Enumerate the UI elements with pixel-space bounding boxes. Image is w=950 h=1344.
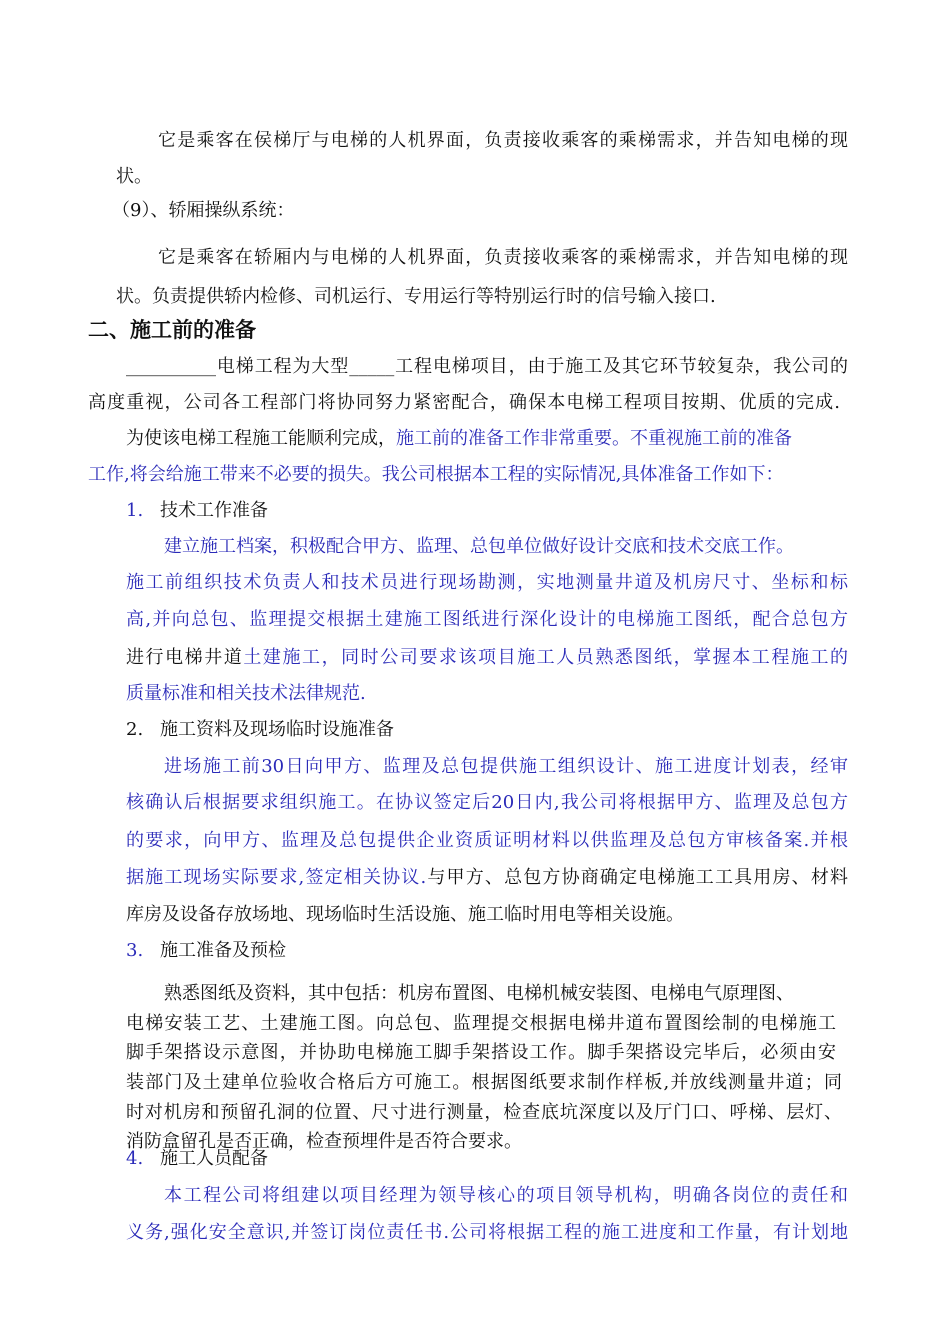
list-item-heading — [126, 1147, 268, 1171]
paragraph-line — [126, 866, 848, 890]
list-number: 4. — [126, 1148, 144, 1169]
list-number: 3. — [126, 940, 144, 961]
text-run-highlight: 施工前的准备工作非常重要。不重视施工前的准备 — [396, 428, 792, 449]
paragraph-line: 核确认后根据要求组织施工。在协议签定后20日内,我公司将根据甲方、监理及总包方 — [126, 792, 848, 813]
paragraph-line: 它是乘客在轿厢内与电梯的人机界面，负责接收乘客的乘梯需求，并告知电梯的现 — [158, 247, 848, 268]
list-item-heading — [126, 939, 286, 963]
text-run: 为使该电梯工程施工能顺利完成， — [126, 428, 396, 449]
paragraph-line: 进场施工前30日向甲方、监理及总包提供施工组织设计、施工进度计划表，经审 — [164, 756, 848, 777]
paragraph-line: 熟悉图纸及资料，其中包括：机房布置图、电梯机械安装图、电梯电气原理图、 — [164, 983, 794, 1004]
list-title: 技术工作准备 — [160, 500, 268, 521]
paragraph-line: 消防盒留孔是否正确，检查预埋件是否符合要求。 — [126, 1131, 522, 1152]
list-title: 施工准备及预检 — [160, 940, 286, 961]
section-heading: 二、施工前的准备 — [88, 318, 256, 342]
list-item-heading — [126, 718, 394, 742]
paragraph-line: 状。负责提供轿内检修、司机运行、专用运行等特别运行时的信号输入接口. — [116, 286, 716, 307]
paragraph-line: 它是乘客在侯梯厅与电梯的人机界面，负责接收乘客的乘梯需求，并告知电梯的现 — [158, 130, 848, 151]
paragraph-line: 库房及设备存放场地、现场临时生活设施、施工临时用电等相关设施。 — [126, 904, 684, 925]
paragraph-line — [126, 646, 848, 670]
paragraph-line: 装部门及土建单位验收合格后方可施工。根据图纸要求制作样板,并放线测量井道；同 — [126, 1072, 842, 1093]
paragraph-line: 电梯安装工艺、土建施工图。向总包、监理提交根据电梯井道布置图绘制的电梯施工 — [126, 1013, 836, 1034]
paragraph-line: 质量标准和相关技术法律规范. — [126, 683, 366, 704]
paragraph-line: 时对机房和预留孔洞的位置、尺寸进行测量，检查底坑深度以及厅门口、呼梯、层灯、 — [126, 1102, 842, 1123]
paragraph-line: 施工前组织技术负责人和技术员进行现场勘测，实地测量井道及机房尺寸、坐标和标 — [126, 572, 848, 593]
paragraph-line: __________电梯工程为大型_____工程电梯项目，由于施工及其它环节较复杂，我公司的 — [126, 356, 848, 377]
text-run-highlight: 土建施工，同时公司要求该项目施工人员熟悉图纸，掌握本工程施工的 — [243, 647, 849, 668]
list-number: 1. — [126, 500, 144, 521]
list-number: 2. — [126, 719, 144, 740]
text-run: 进行电梯井道 — [126, 647, 244, 668]
paragraph-line: 高度重视，公司各工程部门将协同努力紧密配合，确保本电梯工程项目按期、优质的完成. — [88, 392, 840, 413]
paragraph-line: 工作,将会给施工带来不必要的损失。我公司根据本工程的实际情况,具体准备工作如下： — [88, 464, 784, 485]
paragraph-line: 建立施工档案，积极配合甲方、监理、总包单位做好设计交底和技术交底工作。 — [164, 536, 794, 557]
paragraph-line: 脚手架搭设示意图，并协助电梯施工脚手架搭设工作。脚手架搭设完毕后，必须由安 — [126, 1042, 836, 1063]
text-run-highlight: 据施工现场实际要求,签定相关协议. — [126, 867, 427, 888]
paragraph-line: 本工程公司将组建以项目经理为领导核心的项目领导机构，明确各岗位的责任和 — [164, 1185, 848, 1206]
list-title: 施工人员配备 — [160, 1148, 268, 1169]
paragraph-line: 义务,强化安全意识,并签订岗位责任书.公司将根据工程的施工进度和工作量，有计划地 — [126, 1222, 848, 1243]
list-item-heading: （9）、轿厢操纵系统： — [112, 200, 295, 221]
paragraph-line — [126, 427, 792, 451]
paragraph-line: 状。 — [116, 166, 152, 187]
text-run: 与甲方、总包方协商确定电梯施工工具用房、材料 — [426, 867, 848, 888]
list-item-heading — [126, 499, 268, 523]
paragraph-line: 高,并向总包、监理提交根据土建施工图纸进行深化设计的电梯施工图纸，配合总包方 — [126, 609, 848, 630]
paragraph-line: 的要求，向甲方、监理及总包提供企业资质证明材料以供监理及总包方审核备案.并根 — [126, 830, 848, 851]
list-title: 施工资料及现场临时设施准备 — [160, 719, 394, 740]
